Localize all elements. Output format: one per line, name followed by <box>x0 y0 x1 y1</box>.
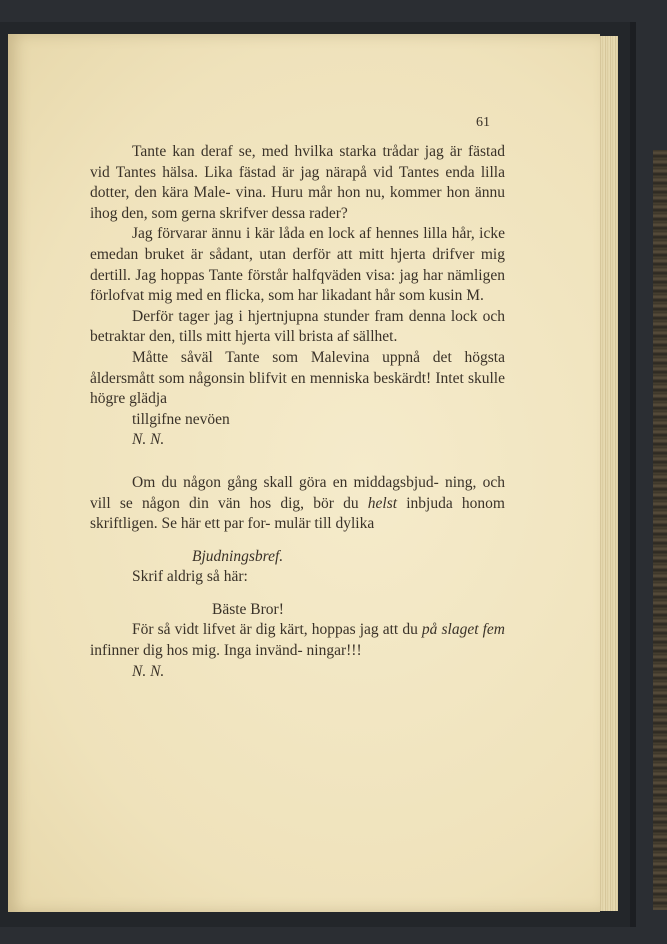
page-number: 61 <box>476 115 490 130</box>
paragraph: Jag förvarar ännu i kär låda en lock af hennes lilla hår, icke emedan bruket är sådant, utan derför att mitt hjerta drifver mig dertill. Jag hoppas Tante förstår halfqväden visa: jag har nämligen förlofvat mig med en flicka, som har likadant hår som kusin M. <box>90 225 505 305</box>
emphasis: på slaget fem <box>421 621 505 639</box>
paragraph: Måtte såväl Tante som Malevina uppnå det högsta åldersmått som någonsin blifvit en menniska beskärdt! Intet skulle högre glädja <box>90 348 505 408</box>
paragraph: Tante kan deraf se, med hvilka starka trådar jag är fästad vid Tantes hälsa. Lika fästad är jag närapå vid Tantes enda lilla dotter, den kära Male- vina. Huru mår hon nu, kommer hon ännu ihog den, som gerna skrifver dessa rader? <box>90 143 505 222</box>
paragraph: Om du någon gång skall göra en middagsbjud- ning, och vill se någon din vän hos dig, bör du helst inbjuda honom skriftligen. Se här ett par for- mulär till dylika <box>90 473 505 533</box>
signature-line: tillgifne nevöen <box>132 410 230 428</box>
salutation: Bäste Bror! <box>212 600 284 618</box>
signature-name: N. N. <box>132 431 165 449</box>
paragraph: För så vidt lifvet är dig kärt, hoppas jag att du på slaget fem infinner dig hos mig. Inga invänd- ningar!!! <box>90 621 505 660</box>
emphasis: helst <box>367 494 398 512</box>
section-heading: Bjudningsbref. <box>192 547 284 565</box>
page-text <box>90 142 505 682</box>
paragraph: Skrif aldrig så här: <box>132 568 248 586</box>
book-binding <box>653 150 667 910</box>
paragraph: Derför tager jag i hjertnjupna stunder fram denna lock och betraktar den, tills mitt hjerta vill brista af sällhet. <box>90 307 505 346</box>
signature-name: N. N. <box>132 662 165 680</box>
